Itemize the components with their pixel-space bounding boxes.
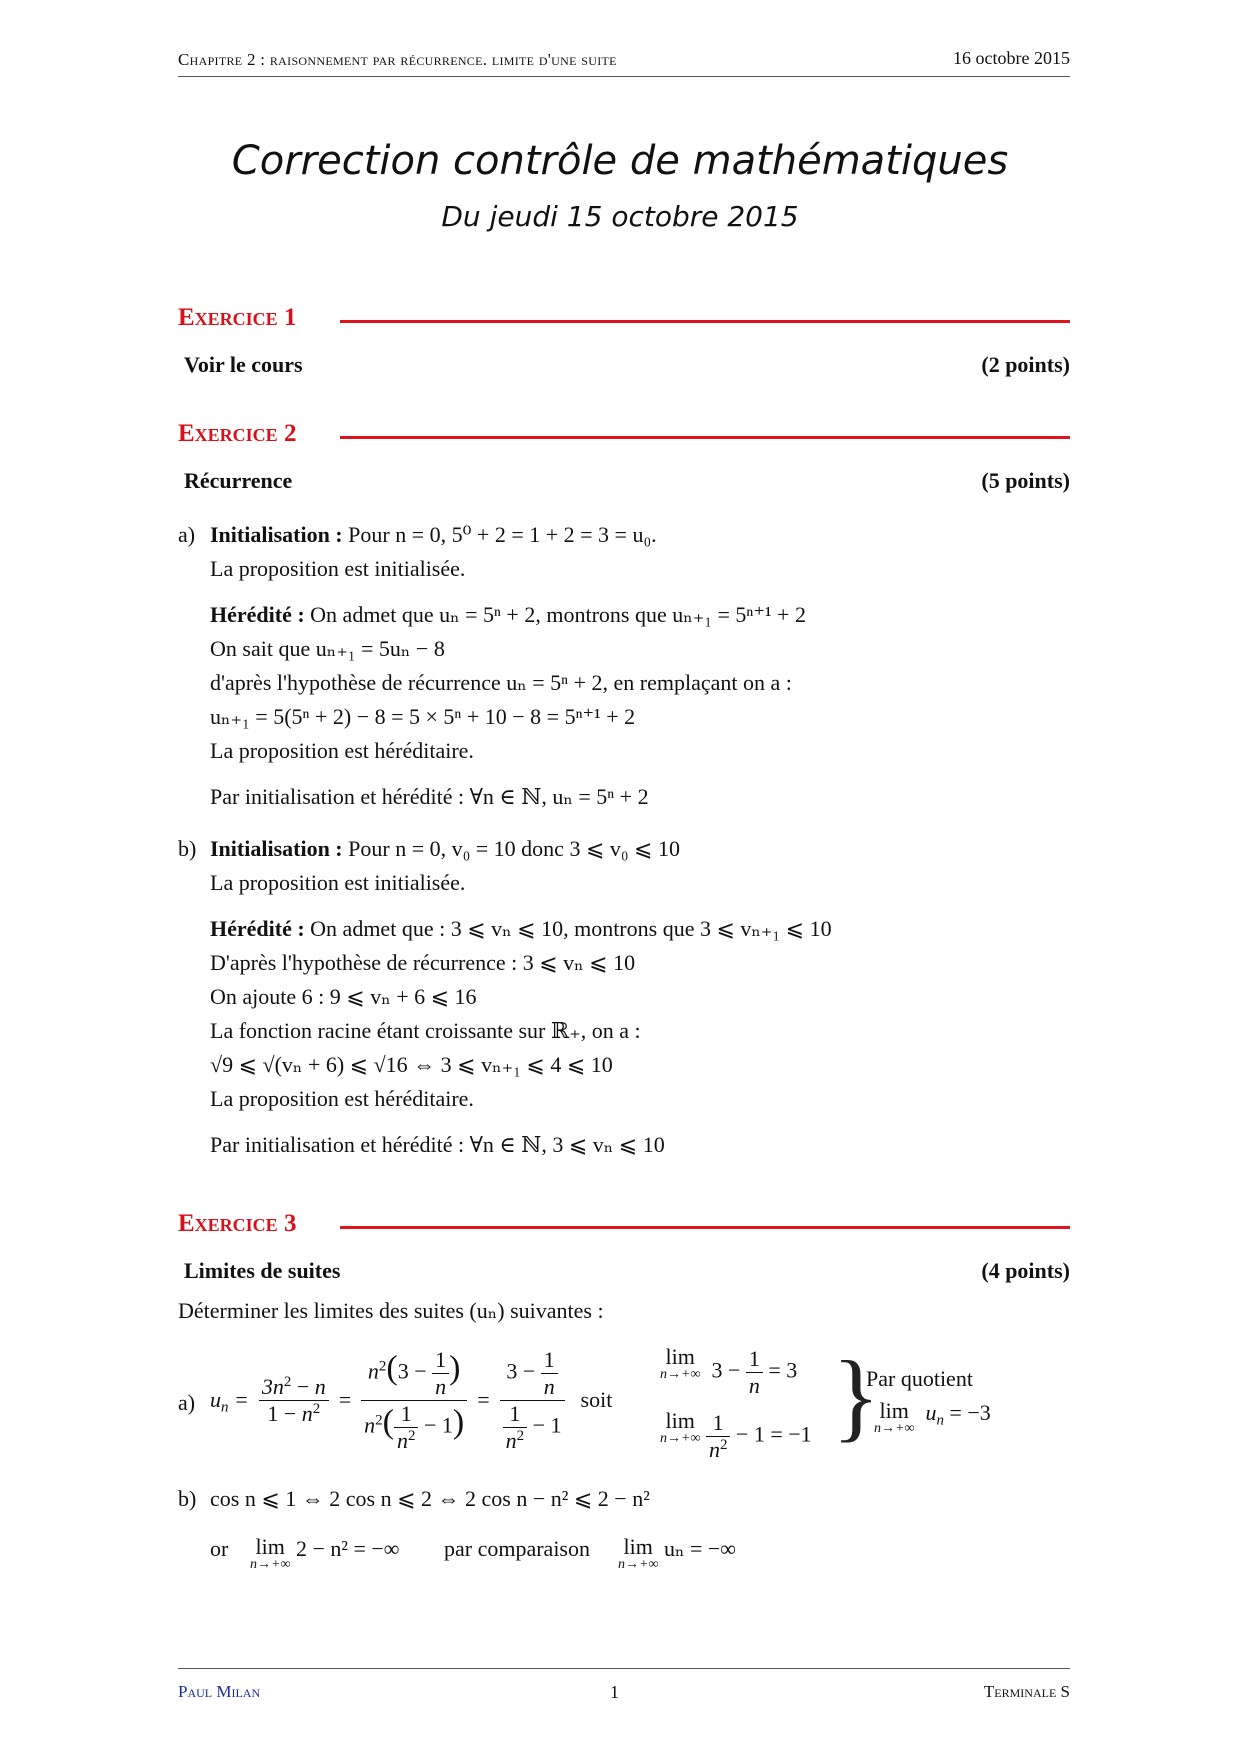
footer-author: Paul Milan [178, 1682, 261, 1701]
ex2b-her-text: On admet que : 3 ⩽ vₙ ⩽ 10, montrons que 3 ⩽ vₙ₊₁ ⩽ 10 [310, 916, 832, 941]
ex3b-limit-2: lim n→+∞ uₙ = −∞ [618, 1534, 736, 1572]
ex3-intro: Déterminer les limites des suites (uₙ) suivantes : [178, 1298, 604, 1323]
ex2a-line-3: uₙ₊₁ = 5(5ⁿ + 2) − 8 = 5 × 5ⁿ + 10 − 8 = 5ⁿ⁺¹ + 2 [210, 704, 636, 729]
ex2a-her-label: Hérédité : [210, 602, 305, 627]
exercise-1-rule [340, 320, 1070, 323]
exercise-2-points: (5 points) [981, 468, 1070, 493]
exercise-3-title: Exercice 3 [178, 1210, 297, 1237]
ex3a-result: lim n→+∞ $u_n = -3$ [874, 1398, 991, 1436]
item-3b-label: b) [178, 1486, 197, 1511]
exercise-2-subtitle: Récurrence [184, 468, 293, 493]
page-subtitle: Du jeudi 15 octobre 2015 [441, 200, 799, 233]
ex3b-or: or [210, 1536, 229, 1561]
ex3a-frac-2: $n^2(3$ − $\frac{1}{n}$ ) $n^2$( $\frac{1}{n^2}$ − 1) [361, 1347, 467, 1454]
ex2a-init [210, 522, 657, 548]
exercise-1-subtitle: Voir le cours [184, 352, 303, 377]
ex3a-soit: soit [580, 1387, 613, 1412]
item-a-label: a) [178, 522, 196, 547]
ex2b-heredite [210, 916, 832, 942]
ex3a-limit-1: lim n→+∞ 3 − $\frac{1}{n}$ = 3 [660, 1344, 798, 1398]
ex2a-heredite [210, 602, 806, 628]
header-chapter: Chapitre 2 : raisonnement par récurrence. limite d'une suite [178, 50, 617, 69]
ex2b-init-text: Pour n = 0, v₀ = 10 donc 3 ⩽ v₀ ⩽ 10 [348, 836, 680, 861]
ex3a-brace: } [832, 1340, 880, 1451]
page-title: Correction contrôle de mathématiques [231, 138, 1009, 184]
header-date: 16 octobre 2015 [953, 48, 1070, 68]
ex2b-line-1: D'après l'hypothèse de récurrence : 3 ⩽ vₙ ⩽ 10 [210, 950, 636, 975]
ex3a-frac-3: 3 − $\frac{1}{n}$ $\frac{1}{n^2}$ − 1 [500, 1347, 565, 1454]
ex2b-line-3: La fonction racine étant croissante sur ℝ₊, on a : [210, 1018, 641, 1043]
ex2a-init-label: Initialisation : [210, 522, 343, 547]
footer-page-number: 1 [610, 1682, 619, 1702]
footer-rule [178, 1668, 1070, 1669]
item-b-label: b) [178, 836, 197, 861]
ex3a-equation: $u_n$ = $\frac{3n^2 - n}{1 - n^2}$ = $n^2(3$ − $\frac{1}{n}$ ) $n^2$( $\frac{1}{n^2}$ − 1) = 3 − $\frac{1}{n}$ $\frac{1}{n^2}$ − 1 soit [210, 1346, 613, 1453]
ex2b-line-2: On ajoute 6 : 9 ⩽ vₙ + 6 ⩽ 16 [210, 984, 477, 1009]
ex2a-init-done: La proposition est initialisée. [210, 556, 466, 581]
ex2b-init-done: La proposition est initialisée. [210, 870, 466, 895]
ex3a-limit-1-sub: n→+∞ [660, 1367, 701, 1382]
header-rule [178, 76, 1070, 77]
ex2a-line-1: On sait que uₙ₊₁ = 5uₙ − 8 [210, 636, 445, 661]
exercise-3-rule [340, 1226, 1070, 1229]
footer-class: Terminale S [983, 1682, 1070, 1701]
ex2a-line-2: d'après l'hypothèse de récurrence uₙ = 5ⁿ + 2, en remplaçant on a : [210, 670, 792, 695]
ex3b-limit-1: lim n→+∞ 2 − n² = −∞ [250, 1534, 400, 1572]
ex3b-line-1: cos n ⩽ 1 ⇔ 2 cos n ⩽ 2 ⇔ 2 cos n − n² ⩽ 2 − n² [210, 1486, 650, 1511]
ex3a-frac-1: $\frac{3n^2 - n}{1 - n^2}$ [259, 1374, 329, 1427]
ex2b-her-done: La proposition est héréditaire. [210, 1086, 474, 1111]
ex2a-her-text: On admet que uₙ = 5ⁿ + 2, montrons que uₙ₊₁ = 5ⁿ⁺¹ + 2 [310, 602, 806, 627]
ex3b-limit-2-text: uₙ = −∞ [663, 1536, 736, 1561]
exercise-1-title: Exercice 1 [178, 304, 297, 331]
item-3a-label: a) [178, 1390, 196, 1415]
ex3b-limit-sub: n→+∞ [250, 1557, 291, 1572]
exercise-3-points: (4 points) [981, 1258, 1070, 1283]
exercise-2-title: Exercice 2 [178, 420, 297, 447]
ex2b-her-label: Hérédité : [210, 916, 305, 941]
ex3b-comparaison: par comparaison [444, 1536, 590, 1561]
exercise-1-points: (2 points) [981, 352, 1070, 377]
ex2a-init-text: Pour n = 0, 5⁰ + 2 = 1 + 2 = 3 = u₀. [348, 522, 657, 547]
ex2b-init [210, 836, 680, 862]
exercise-2-rule [340, 436, 1070, 439]
ex2b-line-4: √9 ⩽ √(vₙ + 6) ⩽ √16 ⇔ 3 ⩽ vₙ₊₁ ⩽ 4 ⩽ 10 [210, 1052, 613, 1077]
ex2a-her-done: La proposition est héréditaire. [210, 738, 474, 763]
ex3a-limit-2: lim n→+∞ $\frac{1}{n^2}$ − 1 = −1 [660, 1408, 812, 1462]
ex3a-u-n: $u_n$ = [210, 1387, 249, 1416]
ex2b-conclusion: Par initialisation et hérédité : ∀n ∈ ℕ, 3 ⩽ vₙ ⩽ 10 [210, 1132, 665, 1157]
ex3a-quotient: Par quotient [866, 1366, 973, 1391]
ex3b-limit-1-text: 2 − n² = −∞ [295, 1536, 400, 1561]
exercise-3-subtitle: Limites de suites [184, 1258, 341, 1283]
ex2a-conclusion: Par initialisation et hérédité : ∀n ∈ ℕ, uₙ = 5ⁿ + 2 [210, 784, 649, 809]
ex2b-init-label: Initialisation : [210, 836, 343, 861]
